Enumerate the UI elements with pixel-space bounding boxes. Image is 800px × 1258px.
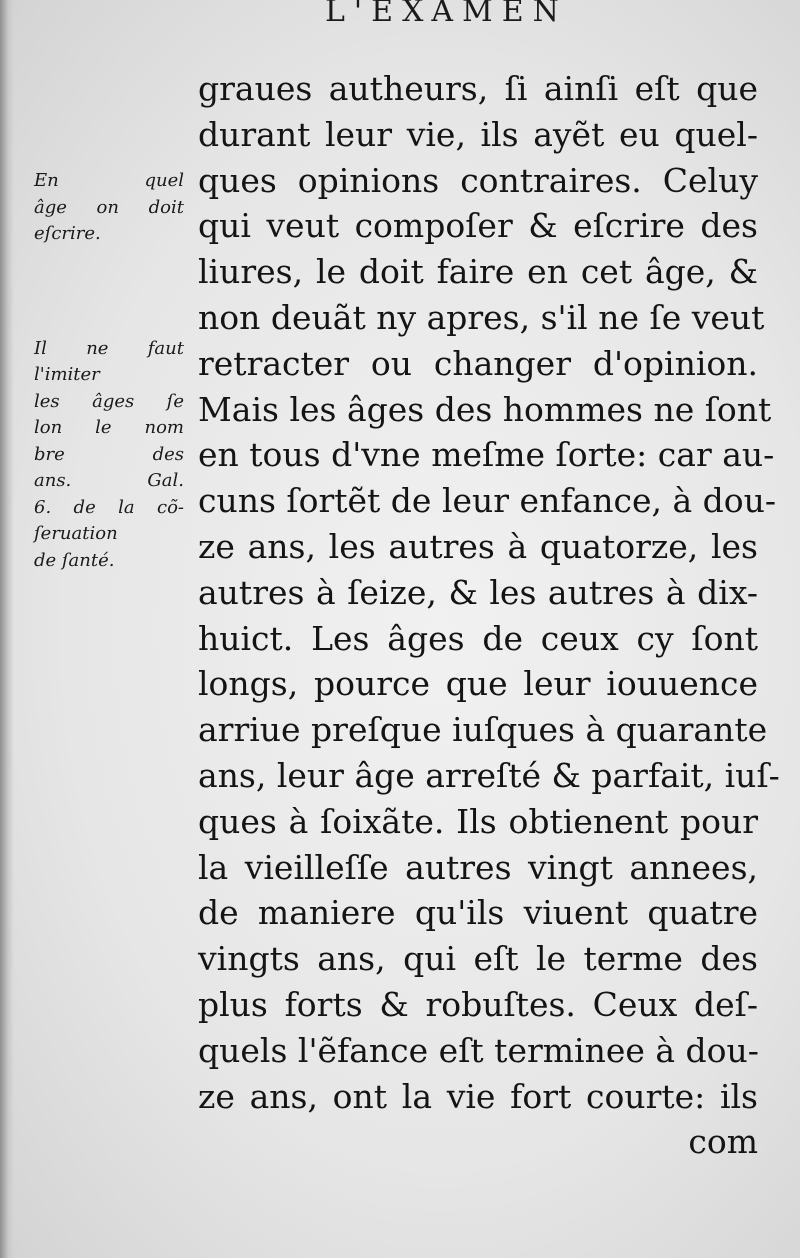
text-line: Mais les âges des hommes ne ſont: [198, 389, 772, 429]
text-line: ques à ſoixãte. Ils obtienent pour: [198, 801, 758, 841]
text-line: huict. Les âges de ceux cy ſont: [198, 618, 758, 658]
text-line: graues autheurs, ſi ainſi eſt que: [198, 69, 758, 108]
text-line: non deuãt ny apres, s'il ne ſe veut: [198, 297, 765, 337]
text-line: durant leur vie, ils ayẽt eu quel-: [198, 114, 758, 154]
page-gutter-shadow: [0, 0, 14, 1258]
text-line: plus forts & robuſtes. Ceux deſ-: [198, 984, 758, 1024]
text-line: quels l'ẽfance eſt terminee à dou-: [198, 1030, 759, 1070]
text-line: longs, pource que leur iouuence: [198, 664, 758, 704]
catchword: com: [688, 1122, 758, 1162]
marginal-note-line: 6. de la cõ-: [34, 496, 184, 518]
text-line: autres à ſeize, & les autres à dix-: [198, 572, 758, 612]
marginal-note-line: En quel: [34, 170, 184, 191]
text-line: arriue preſque iuſques à quarante: [198, 710, 768, 750]
text-line: cuns ſortẽt de leur enfance, à dou-: [198, 481, 777, 521]
marginal-note-writing-age: [34, 168, 184, 248]
marginal-note-line: bre des: [34, 443, 184, 465]
marginal-note-line: de ſanté.: [34, 549, 115, 571]
text-line: liures, le doit faire en cet âge, &: [198, 252, 758, 292]
text-line: ze ans, ont la vie fort courte: ils: [198, 1076, 758, 1116]
marginal-note-line: lon le nom: [34, 417, 184, 438]
main-text-block: [198, 66, 780, 1165]
marginal-note-line: les âges ſe: [34, 390, 184, 412]
text-line: en tous d'vne meſme ſorte: car au-: [198, 435, 775, 475]
text-line: ze ans, les autres à quatorze, les: [198, 526, 758, 566]
marginal-notes: [34, 168, 184, 574]
text-line: ques opinions contraires. Celuy: [198, 160, 758, 200]
marginal-note-line: âge on doit: [34, 196, 184, 218]
text-line: ans, leur âge arreſté & parfait, iuſ-: [198, 755, 780, 795]
marginal-note-line: Il ne faut: [34, 337, 184, 359]
text-line: retracter ou changer d'opinion.: [198, 343, 758, 383]
marginal-note-line: eſcrire.: [34, 223, 101, 244]
marginal-note-line: l'imiter: [34, 364, 100, 385]
marginal-note-line: ſeruation: [34, 523, 118, 544]
text-line: la vieilleſſe autres vingt annees,: [198, 847, 758, 887]
marginal-note-line: ans. Gal.: [34, 470, 184, 491]
text-line: qui veut compoſer & eſcrire des: [198, 206, 758, 246]
text-line: de maniere qu'ils viuent quatre: [198, 893, 758, 933]
marginal-note-ages-citation: [34, 336, 184, 575]
running-head: L'EXAMEN: [325, 0, 568, 29]
text-line: vingts ans, qui eſt le terme des: [198, 939, 758, 979]
